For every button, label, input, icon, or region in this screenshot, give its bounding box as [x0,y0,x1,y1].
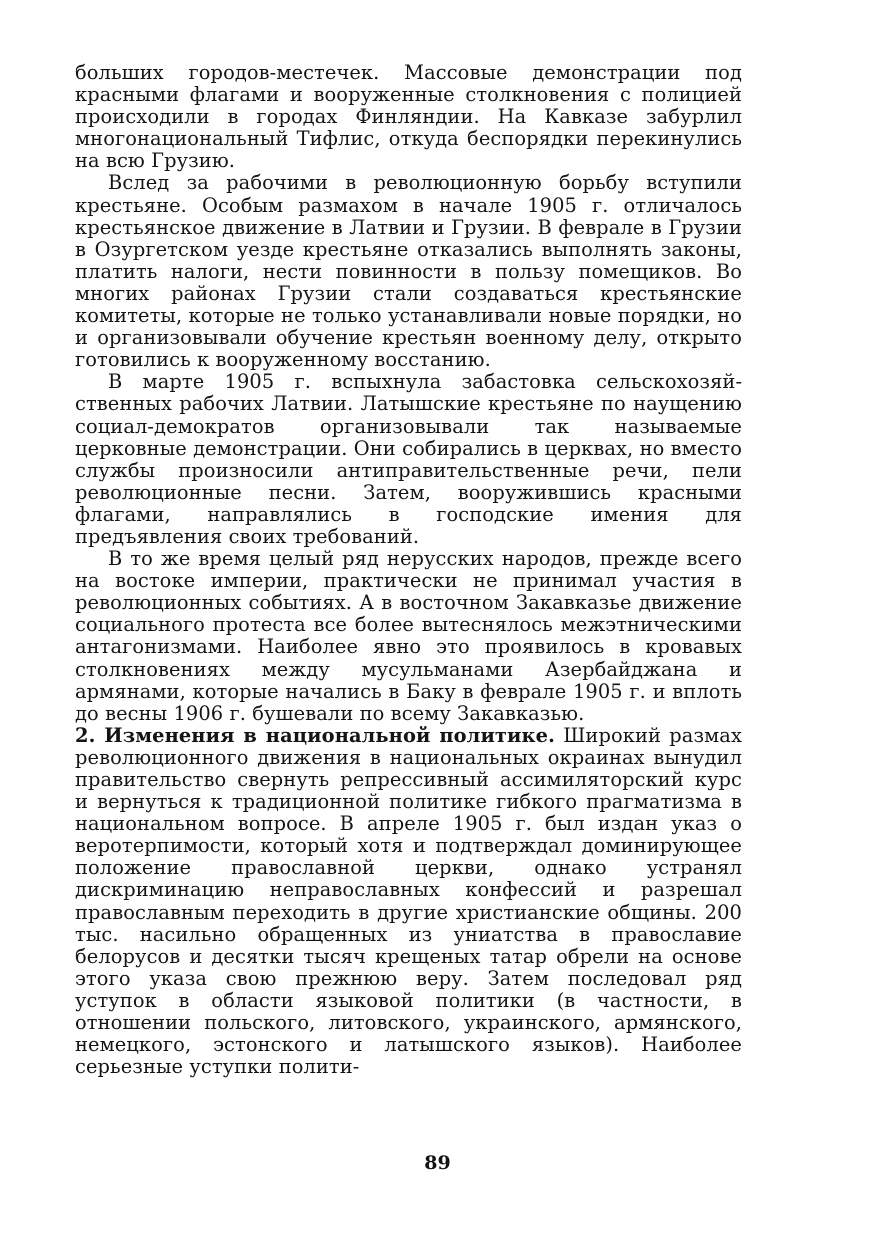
paragraph: В то же время целый ряд нерусских народов, прежде всего на востоке империи, практически не принимал участия в революционных событиях. А в восточном Закавказье движение социального протеста все более вытеснялось межэтническими антагонизмами. Наиболее явно это проявилось в кровавых столкновениях между мусульманами Азербайджана и армянами, которые начались в Баку в феврале 1905 г. и вплоть до весны 1906 г. бушевали по всему Закавказью. [75,547,742,725]
section-body: Широкий размах революционного движения в национальных окраинах вынудил правительство свернуть репрессивный ассимиляторский курс и вернуться к традиционной политике гибкого прагматизма в национальном вопросе. В апреле 1905 г. был издан указ о веротерпимости, который хотя и подтверждал доминирующее положение православной церкви, однако устранял дискриминацию неправославных конфессий и разрешал православным переходить в другие христианские общины. 200 тыс. насильно обращенных из униатства в православие белорусов и десятки тысяч крещеных татар обрели на основе этого указа свою прежнюю веру. Затем последовал ряд уступок в области языковой политики (в частности, в отношении польского, литовского, украинского, армянского, немецкого, эстонского и латышского языков). Наиболее серьезные уступки полити- [75,723,742,1079]
page-number: 89 [424,1152,451,1174]
page-body [75,62,742,1078]
paragraph: Вслед за рабочими в революционную борьбу вступили крестьяне. Особым размахом в начале 1905 г. отличалось крестьянское движение в Латвии и Грузии. В феврале в Грузии в Озургетском уезде крестьяне отказались выполнять законы, платить налоги, нести повинности в пользу помещиков. Во многих районах Грузии стали создаваться крестьянские комитеты, которые не только устанавливали новые порядки, но и организовывали обучение крестьян военному делу, открыто готовились к вооруженному восстанию. [75,171,742,372]
section-title: 2. Изменения в национальной политике. [75,723,555,747]
section-paragraph [75,725,742,1079]
paragraph: В марте 1905 г. вспыхнула забастовка сельскохозяйственных рабочих Латвии. Латышские крестьяне по наущению социал-демократов организовывали так называемые церковные демонстрации. Они собирались в церквах, но вместо службы произносили антиправительственные речи, пели революционные песни. Затем, вооружившись красными флагами, направлялись в господские имения для предъявления своих требований. [75,370,742,548]
paragraph: больших городов-местечек. Массовые демонстрации под красными флагами и вооруженные столкновения с полицией происходили в городах Финляндии. На Кавказе забурлил многонациональный Тифлис, откуда беспорядки перекинулись на всю Грузию. [75,61,742,173]
